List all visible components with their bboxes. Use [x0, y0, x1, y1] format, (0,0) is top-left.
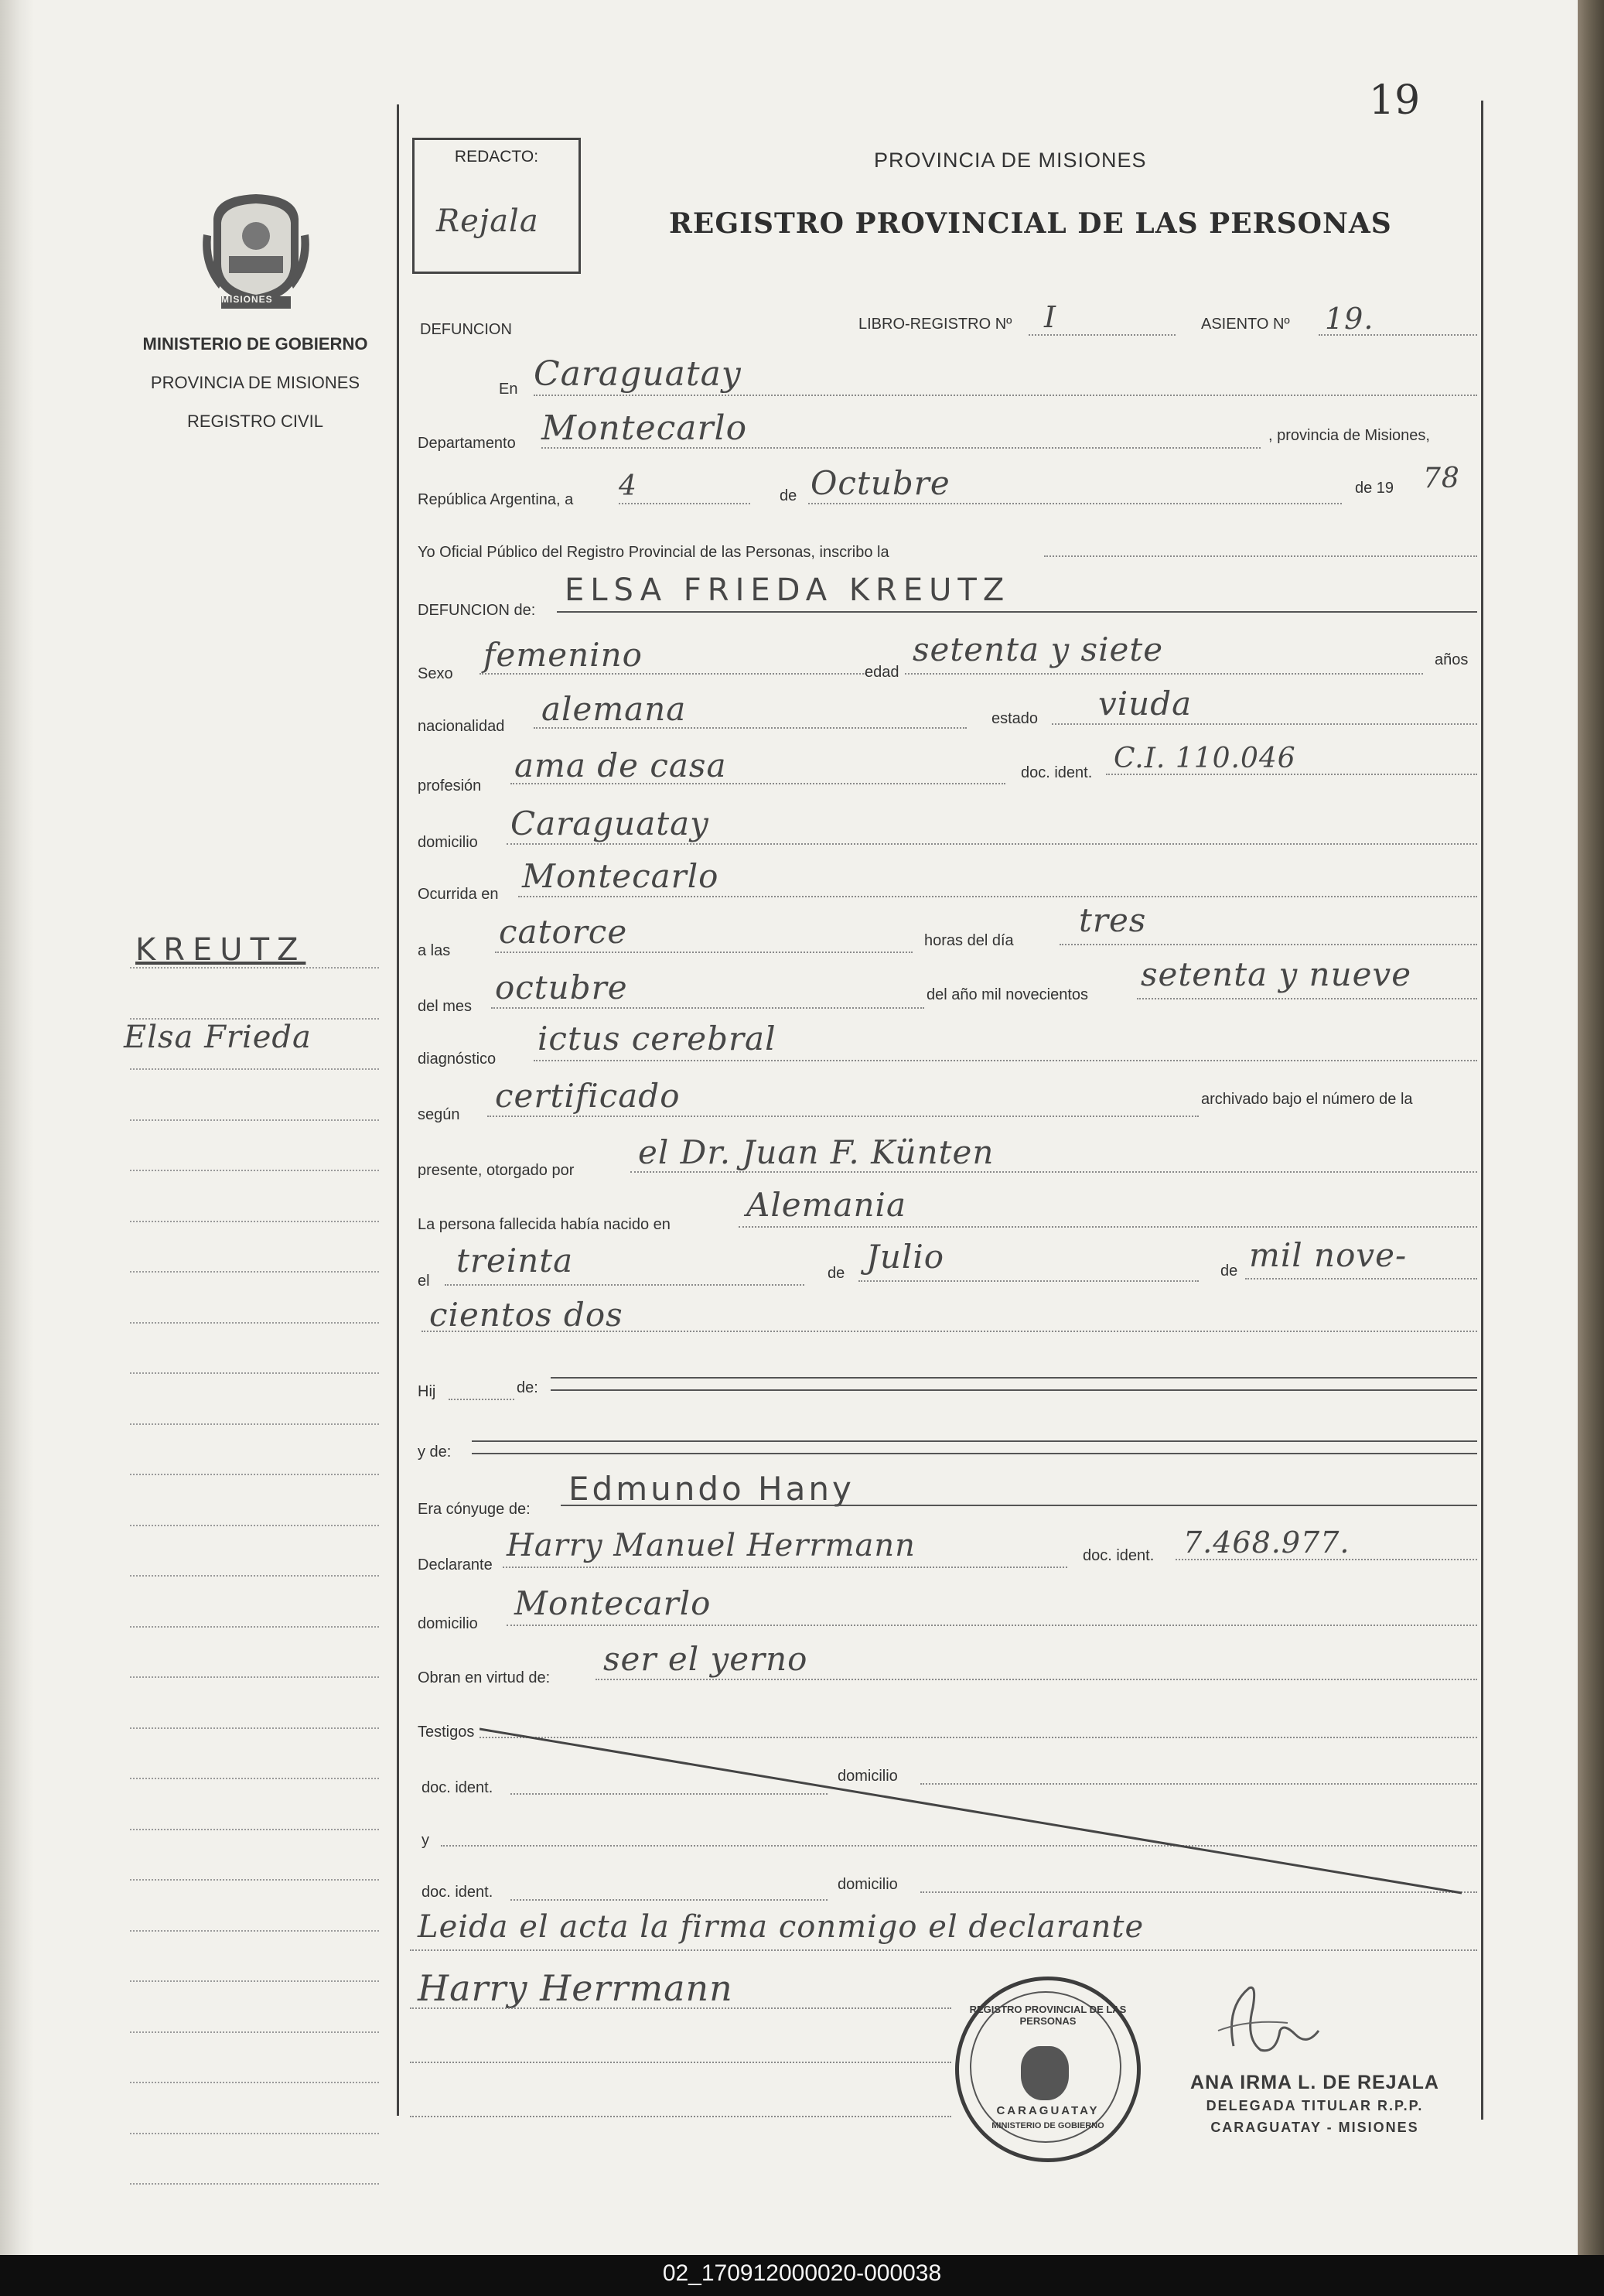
value-domicilio: Caraguatay	[510, 805, 709, 842]
line-y-de-2	[472, 1453, 1477, 1454]
stamp-emblem-icon	[1021, 2046, 1069, 2100]
margin-dotted-line	[130, 967, 379, 969]
label-ocurrida: Ocurrida en	[418, 886, 499, 903]
line-doc-ident	[1106, 774, 1477, 775]
label-nacionalidad: nacionalidad	[418, 718, 505, 735]
label-de-el-mes: de	[828, 1265, 845, 1282]
line-domicilio	[507, 843, 1477, 845]
line-departamento	[541, 447, 1261, 449]
redacto-box	[412, 138, 581, 274]
value-defuncion-de: ELSA FRIEDA KREUTZ	[565, 572, 1011, 608]
label-segun: según	[418, 1106, 460, 1123]
label-hij: Hij	[418, 1383, 436, 1400]
value-dia: tres	[1079, 901, 1147, 939]
line-oficial	[1044, 555, 1477, 557]
line-el-ano	[1245, 1278, 1477, 1280]
line-diagnostico	[534, 1060, 1477, 1061]
page-fold-shadow	[0, 0, 34, 2255]
margin-dotted-line	[130, 1829, 379, 1830]
book-cover-edge	[1578, 0, 1604, 2255]
official-stamp	[955, 1977, 1141, 2162]
line-el-ano-2	[421, 1331, 1477, 1332]
stamp-ring-text: REGISTRO PROVINCIAL DE LAS PERSONAS	[969, 2004, 1127, 2027]
label-profesion: profesión	[418, 777, 482, 794]
value-edad: setenta y siete	[913, 630, 1164, 668]
image-caption: 02_170912000020-000038	[662, 2260, 942, 2286]
margin-dotted-line	[130, 1930, 379, 1932]
value-month: Octubre	[811, 464, 950, 502]
label-archivado: archivado bajo el número de la	[1201, 1091, 1413, 1108]
margin-dotted-line	[130, 1372, 379, 1374]
label-de-month: de	[780, 487, 797, 504]
label-defuncion-de: DEFUNCION de:	[418, 602, 536, 619]
label-nacido: La persona fallecida había nacido en	[418, 1216, 671, 1233]
label-sexo: Sexo	[418, 665, 453, 682]
margin-dotted-line	[130, 1626, 379, 1628]
value-declarante-doc: 7.468.977.	[1183, 1526, 1350, 1560]
label-y: y	[421, 1832, 429, 1849]
label-asiento: ASIENTO Nº	[1201, 316, 1290, 333]
value-libro: I	[1044, 300, 1057, 334]
line-y-de-1	[472, 1440, 1477, 1442]
label-edad: edad	[865, 664, 899, 681]
stamp-office: CARAGUATAY	[996, 2104, 1100, 2117]
label-presente: presente, otorgado por	[418, 1162, 575, 1179]
label-doc-ident: doc. ident.	[1021, 764, 1093, 781]
line-ano	[1137, 998, 1477, 999]
label-horas: horas del día	[924, 932, 1014, 949]
line-hij-de-1	[551, 1377, 1477, 1379]
label-testigo1-doc: doc. ident.	[421, 1779, 493, 1796]
line-estado	[1052, 723, 1477, 725]
value-ano: setenta y nueve	[1141, 955, 1412, 993]
line-profesion	[510, 783, 1005, 784]
line-declarante	[503, 1567, 1067, 1568]
value-el-dia: treinta	[456, 1242, 574, 1280]
line-nacido	[739, 1226, 1477, 1228]
closing-text-2: Harry Herrmann	[418, 1967, 733, 2009]
line-closing-3	[410, 2062, 951, 2063]
line-asiento	[1319, 334, 1477, 336]
label-testigo2-doc: doc. ident.	[421, 1884, 493, 1901]
margin-given-names: Elsa Frieda	[124, 1020, 312, 1055]
value-el-mes: Julio	[866, 1238, 945, 1276]
ministry-line-3: REGISTRO CIVIL	[186, 412, 324, 431]
line-edad	[905, 673, 1423, 675]
value-otorgado: el Dr. Juan F. Künten	[638, 1133, 995, 1171]
margin-dotted-line	[130, 1423, 379, 1425]
line-conyuge	[561, 1505, 1477, 1506]
margin-dotted-line	[130, 1676, 379, 1678]
official-place: CARAGUATAY - MISIONES	[1210, 2120, 1419, 2135]
line-closing-1	[410, 1949, 1477, 1951]
margin-dotted-line	[130, 1119, 379, 1121]
label-en: En	[499, 381, 518, 398]
label-a-las: a las	[418, 942, 451, 959]
line-el-dia	[445, 1284, 804, 1286]
header-title: REGISTRO PROVINCIAL DE LAS PERSONAS	[669, 207, 1392, 240]
label-de-el-ano: de	[1220, 1262, 1238, 1280]
value-declarante: Harry Manuel Herrmann	[507, 1528, 916, 1563]
line-defuncion-de	[557, 611, 1477, 613]
label-testigo2-domicilio: domicilio	[838, 1876, 898, 1893]
line-mes	[491, 1007, 924, 1009]
official-name: ANA IRMA L. DE REJALA	[1190, 2072, 1439, 2093]
redacto-value: Rejala	[436, 203, 539, 239]
value-diagnostico: ictus cerebral	[538, 1020, 776, 1057]
label-el: el	[418, 1273, 430, 1290]
label-estado: estado	[991, 710, 1039, 727]
line-en	[534, 395, 1477, 396]
official-signature	[1203, 1977, 1342, 2062]
value-asiento: 19.	[1325, 302, 1374, 336]
value-obran: ser el yerno	[603, 1640, 808, 1678]
cancellation-line	[479, 1721, 1477, 1899]
margin-dotted-line	[130, 1778, 379, 1779]
stamp-bottom-text: MINISTERIO DE GOBIERNO	[991, 2121, 1104, 2130]
margin-dotted-line	[130, 2031, 379, 2033]
value-segun: certificado	[495, 1077, 681, 1115]
line-hij	[449, 1399, 514, 1400]
label-defuncion: DEFUNCION	[420, 321, 512, 338]
label-testigo1-domicilio: domicilio	[838, 1768, 898, 1785]
form-right-border	[1481, 101, 1483, 2120]
label-provincia: , provincia de Misiones,	[1268, 427, 1430, 444]
margin-dotted-line	[130, 1525, 379, 1526]
line-obran	[596, 1679, 1477, 1680]
value-ocurrida: Montecarlo	[522, 857, 719, 895]
margin-dotted-line	[130, 2133, 379, 2134]
margin-dotted-line	[130, 1727, 379, 1729]
value-doc-ident: C.I. 110.046	[1114, 743, 1296, 774]
label-republica: República Argentina, a	[418, 491, 574, 508]
label-conyuge: Era cónyuge de:	[418, 1501, 531, 1518]
margin-dotted-line	[130, 1271, 379, 1273]
line-libro	[1029, 334, 1176, 336]
margin-surname: KREUTZ	[135, 932, 306, 968]
margin-dotted-line	[130, 1068, 379, 1070]
line-nacionalidad	[534, 727, 967, 729]
label-hij-de: de:	[517, 1379, 538, 1396]
line-otorgado	[630, 1171, 1477, 1173]
label-declarante-doc: doc. ident.	[1083, 1547, 1155, 1564]
value-profesion: ama de casa	[514, 747, 727, 784]
label-declarante: Declarante	[418, 1556, 493, 1573]
label-de-19: de 19	[1355, 480, 1394, 497]
value-nacido: Alemania	[746, 1186, 907, 1224]
value-departamento: Montecarlo	[541, 408, 748, 448]
label-del-ano: del año mil novecientos	[927, 986, 1089, 1003]
label-testigos: Testigos	[418, 1724, 475, 1741]
line-segun	[487, 1116, 1199, 1117]
line-sexo	[479, 673, 866, 675]
margin-dotted-line	[130, 1322, 379, 1324]
value-declarante-domicilio: Montecarlo	[514, 1584, 712, 1622]
line-declarante-doc	[1176, 1559, 1477, 1560]
form-left-border	[397, 104, 399, 2116]
label-del-mes: del mes	[418, 998, 473, 1015]
value-day: 4	[619, 470, 637, 502]
label-domicilio: domicilio	[418, 834, 478, 851]
official-role: DELEGADA TITULAR R.P.P.	[1206, 2098, 1424, 2113]
value-conyuge: Edmundo Hany	[568, 1470, 855, 1508]
margin-dotted-line	[130, 1170, 379, 1171]
label-oficial: Yo Oficial Público del Registro Provincial de las Personas, inscribo la	[418, 544, 889, 561]
line-ocurrida	[518, 896, 1477, 897]
closing-text-1: Leida el acta la firma conmigo el declarante	[418, 1909, 1145, 1945]
label-diagnostico: diagnóstico	[418, 1051, 497, 1068]
ministry-line-1: MINISTERIO DE GOBIERNO	[142, 334, 368, 354]
line-a-las	[495, 952, 913, 953]
value-estado: viuda	[1098, 685, 1193, 723]
margin-dotted-line	[130, 1980, 379, 1982]
margin-dotted-line	[130, 2082, 379, 2083]
value-a-las: catorce	[499, 913, 628, 951]
line-day	[619, 503, 750, 504]
label-y-de: y de:	[418, 1444, 452, 1461]
page-number: 19	[1369, 77, 1421, 124]
label-anos: años	[1435, 651, 1469, 668]
value-year: 78	[1423, 463, 1460, 494]
header-province: PROVINCIA DE MISIONES	[874, 149, 1147, 172]
label-libro: LIBRO-REGISTRO Nº	[858, 316, 1012, 333]
line-month	[808, 503, 1342, 504]
ministry-line-2: PROVINCIA DE MISIONES	[150, 373, 360, 392]
value-mes: octubre	[495, 969, 628, 1006]
margin-dotted-line	[130, 1221, 379, 1222]
emblem-caption: MISIONES	[221, 294, 273, 305]
line-testigo2-doc	[510, 1899, 828, 1901]
line-el-mes	[858, 1280, 1199, 1282]
redacto-label: REDACTO:	[454, 148, 539, 166]
label-obran: Obran en virtud de:	[418, 1669, 551, 1686]
margin-dotted-line	[130, 1018, 379, 1020]
value-nacionalidad: alemana	[541, 690, 687, 728]
line-closing-4	[410, 2116, 951, 2117]
ministry-emblem-icon	[200, 188, 312, 312]
margin-dotted-line	[130, 1575, 379, 1577]
value-el-ano-2: cientos dos	[429, 1296, 623, 1334]
line-declarante-domicilio	[507, 1625, 1477, 1626]
line-hij-de-2	[551, 1389, 1477, 1391]
label-declarante-domicilio: domicilio	[418, 1615, 478, 1632]
line-closing-2	[410, 2007, 951, 2009]
value-el-ano-1: mil nove-	[1249, 1236, 1408, 1274]
line-dia	[1060, 944, 1477, 945]
margin-dotted-line	[130, 1879, 379, 1881]
value-en: Caraguatay	[534, 354, 742, 394]
label-departamento: Departamento	[418, 435, 516, 452]
value-sexo: femenino	[483, 636, 643, 674]
margin-dotted-line	[130, 1474, 379, 1475]
margin-dotted-line	[130, 2183, 379, 2185]
